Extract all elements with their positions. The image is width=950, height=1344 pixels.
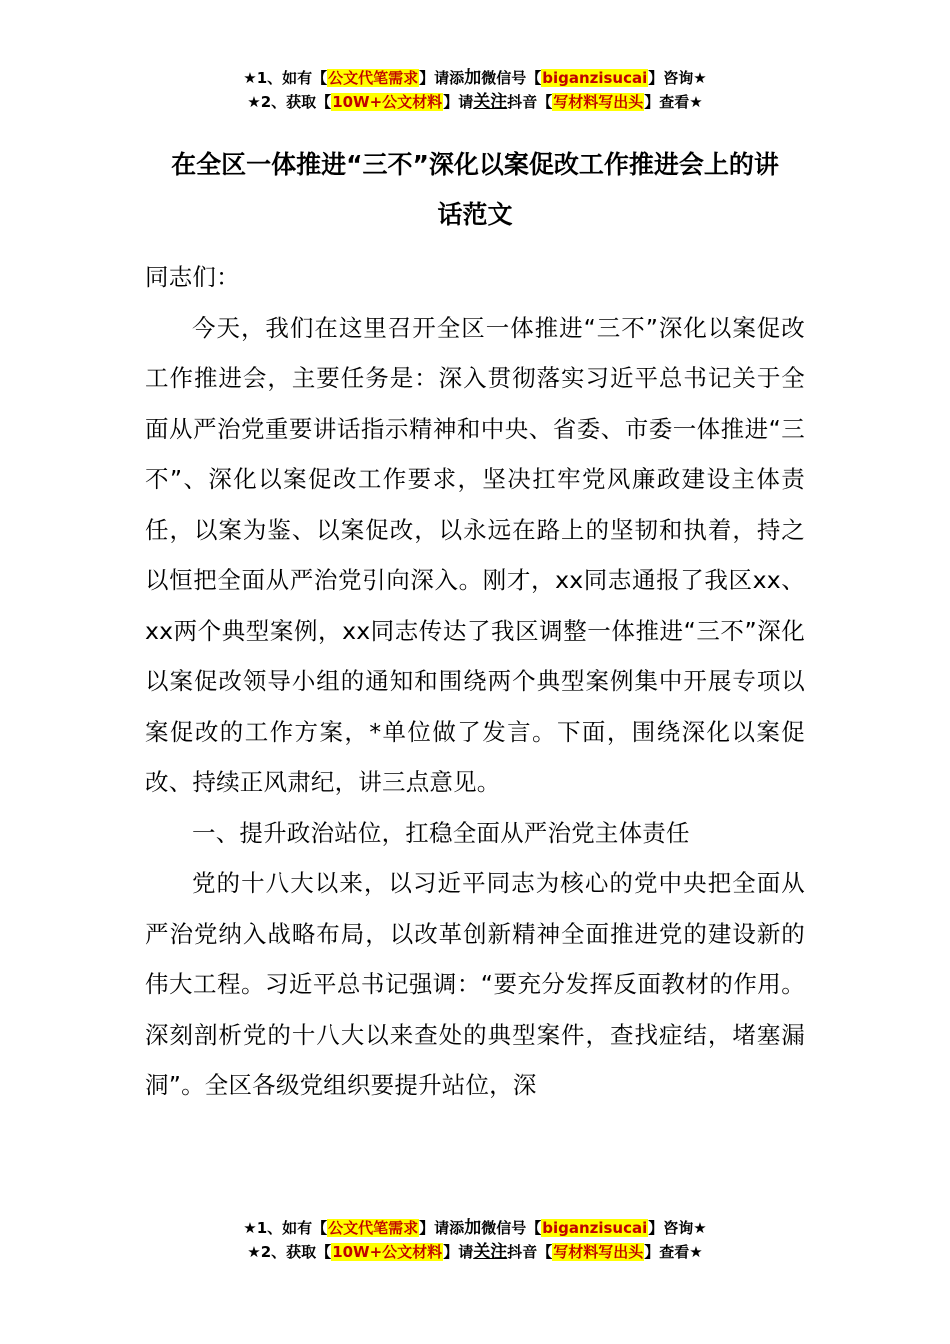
highlight-wechat-id: biganzisucai: [542, 1219, 648, 1237]
highlight-douyin: 写材料写出头: [553, 1243, 644, 1261]
document-title: 在全区一体推进“三不”深化以案促改工作推进会上的讲 话范文: [171, 150, 779, 229]
promo-line-1: ★1、如有【公文代笔需求】请添加微信号【biganzisucai】咨询★: [243, 68, 707, 88]
document-body: [145, 252, 805, 1162]
highlight-service: 公文代笔需求: [328, 69, 419, 87]
highlight-service: 公文代笔需求: [328, 1219, 419, 1237]
promo-line-1: ★1、如有【公文代笔需求】请添加微信号【biganzisucai】咨询★: [243, 1218, 707, 1238]
highlight-materials: 10W+公文材料: [332, 1243, 443, 1261]
promo-banner-bottom: [0, 1216, 950, 1264]
highlight-materials: 10W+公文材料: [332, 93, 443, 111]
paragraph-section-1: 党的十八大以来，以习近平同志为核心的党中央把全面从严治党纳入战略布局，以改革创新精神全面推进党的建设新的伟大工程。习近平总书记强调：“要充分发挥反面教材的作用。深刻剖析党的十八大以来查处的典型案件，查找症结，堵塞漏洞”。全区各级党组织要提升站位，深: [145, 869, 805, 1099]
promo-line-2: ★2、获取【10W+公文材料】请关注抖音【写材料写出头】查看★: [247, 92, 703, 112]
promo-line-2: ★2、获取【10W+公文材料】请关注抖音【写材料写出头】查看★: [247, 1242, 703, 1262]
promo-banner-top: [0, 66, 950, 114]
highlight-douyin: 写材料写出头: [553, 93, 644, 111]
paragraph-intro: 今天，我们在这里召开全区一体推进“三不”深化以案促改工作推进会，主要任务是：深入贯彻落实习近平总书记关于全面从严治党重要讲话指示精神和中央、省委、市委一体推进“三不”、深化以案促改工作要求，坚决扛牢党风廉政建设主体责任，以案为鉴、以案促改，以永远在路上的坚韧和执着，持之以恒把全面从严治党引向深入。刚才，xx同志通报了我区xx、xx两个典型案例，xx同志传达了我区调整一体推进“三不”深化以案促改领导小组的通知和围绕两个典型案例集中开展专项以案促改的工作方案，*单位做了发言。下面，围绕深化以案促改、持续正风肃纪，讲三点意见。: [145, 313, 805, 796]
section-heading-1: 一、提升政治站位，扛稳全面从严治党主体责任: [192, 818, 690, 847]
highlight-wechat-id: biganzisucai: [542, 69, 648, 87]
salutation: 同志们：: [145, 263, 240, 291]
